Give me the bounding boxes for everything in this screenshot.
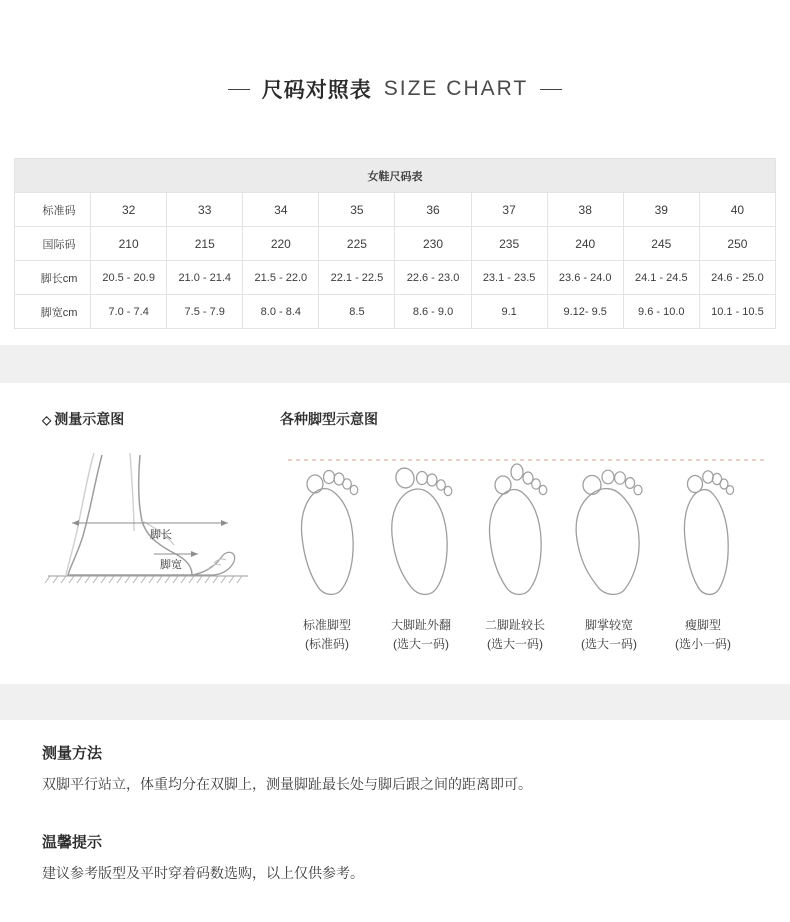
foot-type-note: (选大一码) (581, 637, 637, 651)
cell: 8.0 - 8.4 (243, 295, 319, 329)
foot-type-item (374, 457, 468, 654)
cell: 35 (319, 193, 395, 227)
measurement-diagram-title (42, 409, 268, 429)
foot-sole-long-second-toe-icon (472, 457, 558, 605)
foot-type-item (562, 457, 656, 654)
foot-types-column (268, 409, 790, 654)
foot-type-name: 二脚趾较长 (484, 618, 545, 632)
cell: 7.0 - 7.4 (91, 295, 167, 329)
diamond-icon: ◇ (42, 413, 52, 427)
foot-sole-wide-icon (566, 457, 652, 605)
cell: 9.1 (471, 295, 547, 329)
row-label-foot-length: 脚长cm (15, 261, 91, 295)
cell: 250 (699, 227, 775, 261)
row-label-international: 国际码 (15, 227, 91, 261)
foot-type-name: 标准脚型 (302, 618, 351, 632)
size-chart-table-wrapper (14, 158, 776, 329)
cell: 21.0 - 21.4 (167, 261, 243, 295)
foot-types-title: 各种脚型示意图 (280, 411, 378, 427)
foot-type-name: 大脚趾外翻 (390, 618, 451, 632)
table-row (15, 227, 776, 261)
cell: 235 (471, 227, 547, 261)
row-label-standard: 标准码 (15, 193, 91, 227)
cell: 215 (167, 227, 243, 261)
label-foot-length: 脚长 (150, 528, 172, 541)
foot-sole-narrow-icon (660, 457, 746, 605)
foot-type-item (280, 457, 374, 654)
section-divider-band (0, 345, 790, 383)
cell: 210 (91, 227, 167, 261)
cell: 220 (243, 227, 319, 261)
cell: 230 (395, 227, 471, 261)
foot-type-name: 瘦脚型 (684, 618, 721, 632)
diagram-section (0, 383, 790, 654)
measure-method-block (0, 720, 790, 795)
row-label-foot-width: 脚宽cm (15, 295, 91, 329)
table-caption: 女鞋尺码表 (15, 159, 776, 193)
cell: 34 (243, 193, 319, 227)
foot-type-note: (选大一码) (487, 637, 543, 651)
foot-type-name: 脚掌较宽 (584, 618, 633, 632)
table-row (15, 193, 776, 227)
cell: 23.1 - 23.5 (471, 261, 547, 295)
title-dash-right (540, 89, 562, 90)
page-title-cn: 尺码对照表 (261, 79, 372, 102)
cell: 38 (547, 193, 623, 227)
page-title (0, 0, 790, 104)
measure-method-body: 双脚平行站立，体重均分在双脚上，测量脚趾最长处与脚后跟之间的距离即可。 (42, 776, 532, 792)
cell: 22.6 - 23.0 (395, 261, 471, 295)
tips-body: 建议参考版型及平时穿着码数选购，以上仅供参考。 (42, 865, 364, 881)
size-chart-table (14, 158, 776, 329)
foot-type-note: (选小一码) (675, 637, 731, 651)
cell: 36 (395, 193, 471, 227)
measure-method-heading: 测量方法 (42, 745, 103, 762)
table-row (15, 261, 776, 295)
cell: 21.5 - 22.0 (243, 261, 319, 295)
cell: 8.5 (319, 295, 395, 329)
cell: 8.6 - 9.0 (395, 295, 471, 329)
tips-heading: 温馨提示 (42, 834, 103, 851)
foot-type-note: (标准码) (305, 637, 349, 651)
foot-sole-bunion-icon (378, 457, 464, 605)
foot-types-row (280, 457, 790, 654)
cell: 240 (547, 227, 623, 261)
foot-type-item (656, 457, 750, 654)
measurement-diagram-title-text: 测量示意图 (54, 411, 125, 427)
table-caption-row (15, 159, 776, 193)
foot-side-view-illustration (42, 451, 254, 601)
foot-type-item (468, 457, 562, 654)
cell: 24.1 - 24.5 (623, 261, 699, 295)
cell: 7.5 - 7.9 (167, 295, 243, 329)
cell: 225 (319, 227, 395, 261)
cell: 20.5 - 20.9 (91, 261, 167, 295)
foot-type-note: (选大一码) (393, 637, 449, 651)
table-row (15, 295, 776, 329)
cell: 32 (91, 193, 167, 227)
cell: 10.1 - 10.5 (699, 295, 775, 329)
cell: 9.6 - 10.0 (623, 295, 699, 329)
cell: 40 (699, 193, 775, 227)
cell: 39 (623, 193, 699, 227)
title-dash-left (228, 89, 250, 90)
cell: 9.12- 9.5 (547, 295, 623, 329)
measurement-diagram-column (0, 409, 268, 654)
section-divider-band-2 (0, 684, 790, 720)
cell: 245 (623, 227, 699, 261)
tips-block (0, 809, 790, 884)
cell: 22.1 - 22.5 (319, 261, 395, 295)
page-title-en: SIZE CHART (383, 77, 529, 100)
foot-sole-standard-icon (284, 457, 370, 605)
cell: 37 (471, 193, 547, 227)
label-foot-width: 脚宽 (160, 558, 182, 571)
cell: 23.6 - 24.0 (547, 261, 623, 295)
cell: 24.6 - 25.0 (699, 261, 775, 295)
cell: 33 (167, 193, 243, 227)
